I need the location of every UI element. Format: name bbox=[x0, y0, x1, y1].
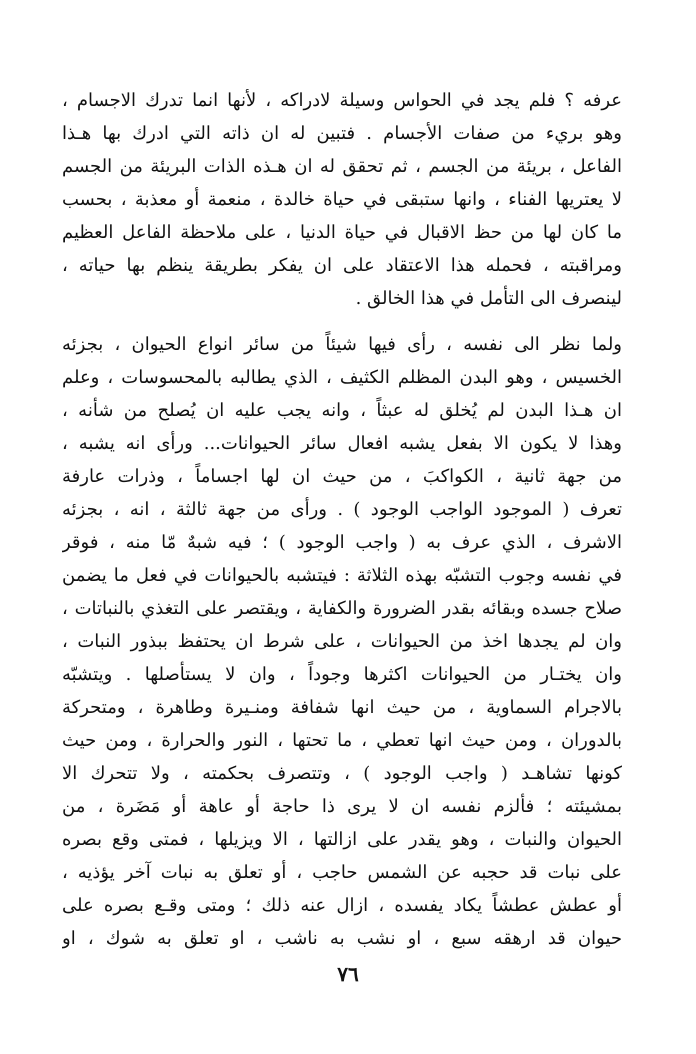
text-line: تعرف ( الموجود الواجب الوجود ) . ورأى من جهة ثالثة ، انه ، بجزئه bbox=[62, 499, 622, 520]
text-line: كونها تشاهـد ( واجب الوجود ) ، وتتصرف بحكمته ، ولا تتحرك الا bbox=[62, 763, 622, 784]
text-line: بمشيئته ؛ فألزم نفسه ان لا يرى ذا حاجة أو عاهة أو مَضَرة ، من bbox=[62, 796, 622, 817]
text-line: عرفه ؟ فلم يجد في الحواس وسيلة لادراكه ، لأنها انما تدرك الاجسام ، bbox=[62, 90, 622, 111]
text-line: الخسيس ، وهو البدن المظلم الكثيف ، الذي يطالبه بالمحسوسات ، وعلم bbox=[62, 367, 622, 388]
page-number: ٧٦ bbox=[337, 962, 359, 986]
text-line: ولما نظر الى نفسه ، رأى فيها شيئاً من سائر انواع الحيوان ، بجزئه bbox=[62, 334, 622, 355]
text-line: أو عطش عطشاً يكاد يفسده ، ازال عنه ذلك ؛ ومتى وقـع بصره على bbox=[62, 895, 622, 916]
paragraph-1 bbox=[62, 84, 622, 315]
text-line: لينصرف الى التأمل في هذا الخالق . bbox=[355, 288, 622, 309]
text-line: وهو بريء من صفات الأجسام . فتبين له ان ذاته التي ادرك بها هـذا bbox=[62, 123, 622, 144]
text-line: ومراقبته ، فحمله هذا الاعتقاد على ان يفكر بطريقة ينظم بها حياته ، bbox=[62, 255, 622, 276]
text-line: ان هـذا البدن لم يُخلق له عبثاً ، وانه يجب عليه ان يُصلح من شأنه ، bbox=[62, 400, 622, 421]
text-line: وهذا لا يكون الا بفعل يشبه افعال سائر الحيوانات... ورأى انه يشبه ، bbox=[62, 433, 622, 454]
text-line: لا يعتريها الفناء ، وانها ستبقى في حياة خالدة ، منعمة أو معذبة ، بحسب bbox=[62, 189, 622, 210]
text-line: الفاعل ، بريئة من الجسم ، ثم تحقق له ان هـذه الذات البريئة من الجسم bbox=[62, 156, 622, 177]
text-line: بالدوران ، ومن حيث انها تعطي ، ما تحتها ، النور والحرارة ، ومن حيث bbox=[62, 730, 622, 751]
text-line: الحيوان والنبات ، وهو يقدر على ازالتها ، الا ويزيلها ، فمتى وقع بصره bbox=[62, 829, 622, 850]
text-line: في نفسه وجوب التشبّه بهذه الثلاثة : فيتشبه بالحيوانات في فعل ما يضمن bbox=[62, 565, 622, 586]
text-line: صلاح جسده وبقائه بقدر الضرورة والكفاية ، ويقتصر على التغذي بالنباتات ، bbox=[62, 598, 622, 619]
paragraph-2 bbox=[62, 328, 622, 955]
text-line: الاشرف ، الذي عرف به ( واجب الوجود ) ؛ فيه شبهٌ مّا منه ، فوقر bbox=[62, 532, 622, 553]
text-line: من جهة ثانية ، الكواكبَ ، من حيث ان لها اجساماً ، وذرات عارفة bbox=[62, 466, 622, 487]
text-line: بالاجرام السماوية ، من حيث انها شفافة ومنـيرة وطاهرة ، ومتحركة bbox=[62, 697, 622, 718]
text-line: وان يختـار من الحيوانات اكثرها وجوداً ، وان لا يستأصلها . ويتشبّه bbox=[62, 664, 622, 685]
text-line: ما كان لها من حظ الاقبال في حياة الدنيا ، على ملاحظة الفاعل العظيم bbox=[62, 222, 622, 243]
text-line: حيوان قد ارهقه سبع ، او نشب به ناشب ، او تعلق به شوك ، او bbox=[62, 928, 622, 949]
text-line: وان لم يجدها اخذ من الحيوانات ، على شرط ان يحتفظ ببذور النبات ، bbox=[62, 631, 622, 652]
text-line: على نبات قد حجبه عن الشمس حاجب ، أو تعلق به نبات آخر يؤذيه ، bbox=[62, 862, 622, 883]
